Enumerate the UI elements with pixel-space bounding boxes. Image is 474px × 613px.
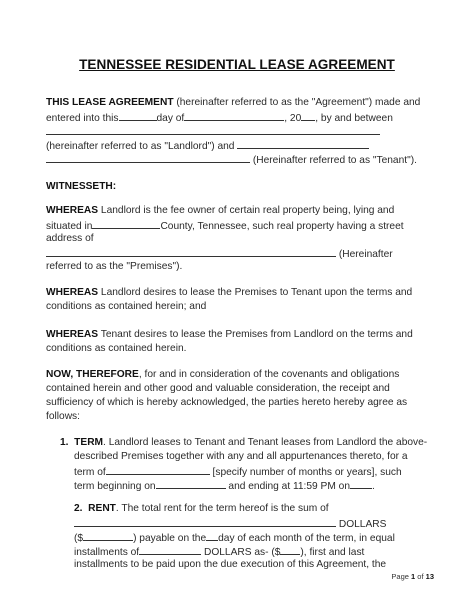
term-line-3: term of [specify number of months or years], such: [74, 464, 402, 480]
intro-line-1: THIS LEASE AGREEMENT (hereinafter referred to as the "Agreement") made and: [46, 97, 421, 108]
blank-address[interactable]: [46, 246, 336, 257]
rent-line-4: installments of DOLLARS as- ($ ), first and last: [74, 544, 364, 560]
blank-day[interactable]: [119, 110, 157, 121]
blank-rent-amount[interactable]: [83, 530, 133, 541]
term-line-4: term beginning on and ending at 11:59 PM on .: [74, 478, 375, 494]
whereas-1-line-2: situated in County, Tennessee, such real property having a street: [46, 218, 404, 234]
rent-line-5: installments to be paid upon the due execution of this Agreement, the: [74, 559, 387, 570]
blank-year[interactable]: [301, 110, 315, 121]
rent-line-3: ($ ) payable on the day of each month of the term, in equal: [74, 530, 395, 546]
whereas-2-line-2: conditions as contained herein; and: [46, 301, 207, 312]
blank-end-date[interactable]: [350, 478, 372, 489]
whereas-1-line-4: (Hereinafter: [46, 246, 393, 262]
now-line-2: contained herein and other good and valuable consideration, the receipt and: [46, 383, 390, 394]
blank-rent-words[interactable]: [74, 516, 336, 527]
blank-start-date[interactable]: [156, 478, 226, 489]
blank-party-3[interactable]: [46, 152, 250, 163]
intro-bold: THIS LEASE AGREEMENT: [46, 97, 174, 108]
whereas-2-line-1: WHEREAS Landlord desires to lease the Premises to Tenant upon the terms and: [46, 287, 413, 298]
blank-party-1[interactable]: [46, 124, 380, 135]
blank-party-2[interactable]: [237, 138, 369, 149]
rent-line-1: 2. RENT. The total rent for the term hereof is the sum of: [74, 503, 329, 514]
witnesseth-heading: WITNESSETH:: [46, 181, 117, 192]
blank-term-length[interactable]: [106, 464, 210, 475]
blank-county[interactable]: [92, 218, 160, 229]
now-line-1: NOW, THEREFORE, for and in consideration of the covenants and obligations: [46, 369, 400, 380]
blank-installment-words[interactable]: [139, 544, 201, 555]
document-title: TENNESSEE RESIDENTIAL LEASE AGREEMENT: [79, 57, 395, 72]
page-number: Page 1 of 13: [391, 572, 434, 581]
intro-line-4: (hereinafter referred to as "Landlord") and: [46, 138, 369, 154]
intro-line-2: entered into this day of , 20 , by and between: [46, 110, 393, 126]
now-line-3: sufficiency of which is hereby acknowledged, the parties hereto hereby agree as: [46, 397, 408, 408]
term-line-1: 1. TERM. Landlord leases to Tenant and Tenant leases from Landlord the above-: [60, 437, 428, 448]
blank-installment-amount[interactable]: [280, 544, 300, 555]
blank-month[interactable]: [184, 110, 284, 121]
term-line-2: described Premises together with any and all appurtenances thereto, for a: [74, 451, 408, 462]
whereas-1-line-3: address of: [46, 233, 94, 244]
rent-line-2: DOLLARS: [74, 516, 386, 532]
whereas-1-line-1: WHEREAS Landlord is the fee owner of certain real property being, lying and: [46, 205, 395, 216]
whereas-1-line-5: referred to as the "Premises").: [46, 261, 183, 272]
intro-line-5: (Hereinafter referred to as "Tenant").: [46, 152, 417, 168]
now-line-4: follows:: [46, 411, 80, 422]
whereas-3-line-2: conditions as contained herein.: [46, 343, 187, 354]
blank-pay-day[interactable]: [206, 530, 218, 541]
whereas-3-line-1: WHEREAS Tenant desires to lease the Premises from Landlord on the terms and: [46, 329, 413, 340]
